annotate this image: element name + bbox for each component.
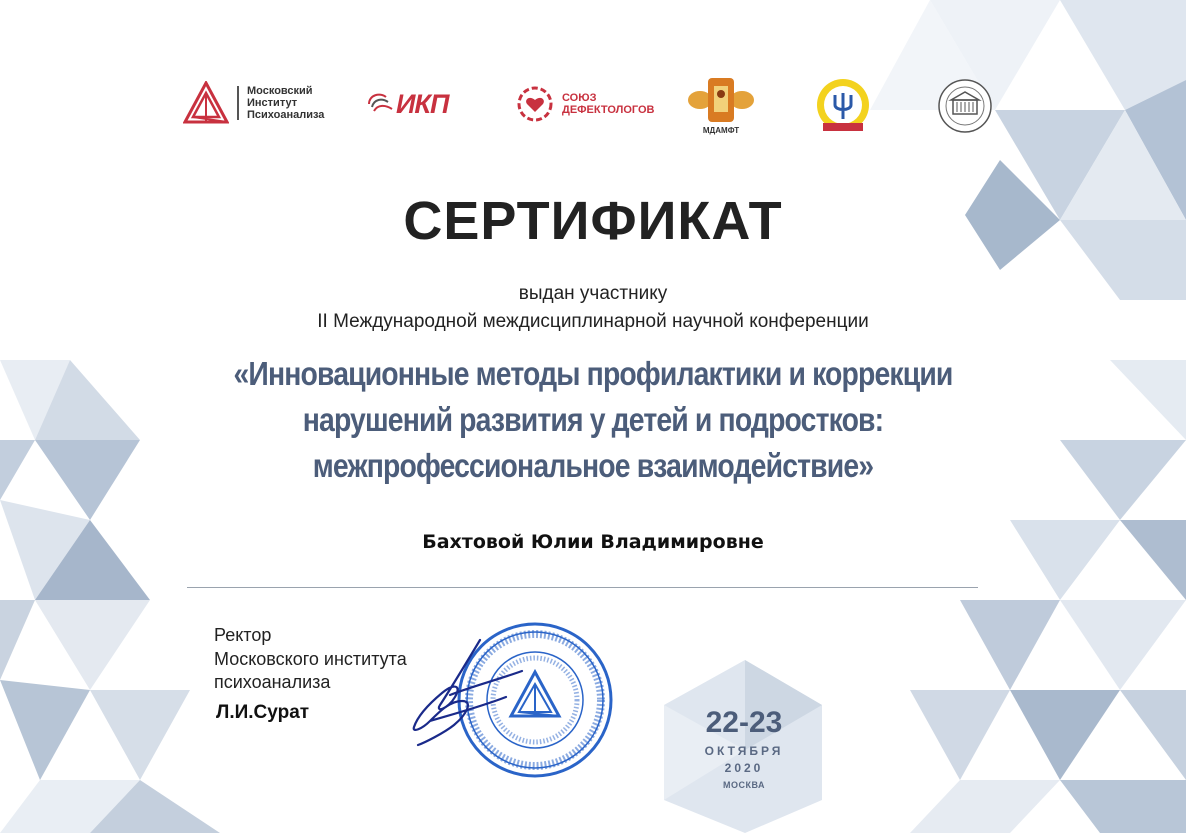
- trident-emblem-icon: [813, 77, 873, 135]
- event-city: МОСКВА: [722, 780, 766, 790]
- signatory-title-line-3: психоанализа: [214, 672, 331, 692]
- ornament-emblem-icon: [686, 72, 756, 126]
- signatory-name: Л.И.Сурат: [216, 702, 310, 723]
- recipient-name: Бахтовой Юлии Владимировне: [422, 531, 764, 553]
- event-date-month: ОКТЯБРЯ: [704, 744, 784, 758]
- soyuz-line-2: ДЕФЕКТОЛОГОВ: [562, 104, 655, 116]
- mip-line-3: Психоанализа: [247, 109, 325, 121]
- divider: [187, 587, 978, 588]
- heart-ring-icon: [514, 83, 556, 125]
- logo-soyuz-defektologov: [514, 82, 654, 126]
- ikp-wordmark: ИКП: [396, 88, 449, 119]
- soyuz-line-1: СОЮЗ: [562, 92, 597, 104]
- swirl-icon: [366, 89, 396, 119]
- conference-title-line-2: нарушений развития у детей и подростков:: [302, 401, 884, 438]
- conference-title-line-1: «Инновационные методы профилактики и коррекции: [233, 355, 953, 392]
- mip-line-1: Московский: [247, 85, 313, 97]
- event-date-year: 2020: [724, 761, 764, 775]
- logo-university-seal: [937, 78, 993, 134]
- logo-mdamft: [686, 72, 756, 142]
- mdamft-label: МДАМФТ: [702, 126, 740, 135]
- signatory-title-line-2: Московского института: [214, 649, 407, 669]
- mip-line-2: Институт: [247, 97, 298, 109]
- certificate-title: СЕРТИФИКАТ: [403, 191, 783, 251]
- conference-line: II Международной междисциплинарной научной конференции: [317, 311, 869, 332]
- logo-separator: [237, 86, 239, 120]
- signatory-title-line-1: Ректор: [214, 625, 272, 645]
- issued-to-label: выдан участнику: [518, 283, 668, 304]
- triangle-knot-logo-icon: [183, 81, 229, 125]
- event-date-days: 22-23: [705, 706, 783, 739]
- conference-title-line-3: межпрофессиональное взаимодействие»: [312, 447, 874, 484]
- logo-moscow-institute-psychoanalysis: [183, 78, 324, 128]
- handwritten-signature: [410, 635, 530, 750]
- university-seal-icon: [937, 78, 993, 134]
- logo-trident-emblem: [813, 76, 873, 136]
- logo-ikp: [366, 86, 448, 122]
